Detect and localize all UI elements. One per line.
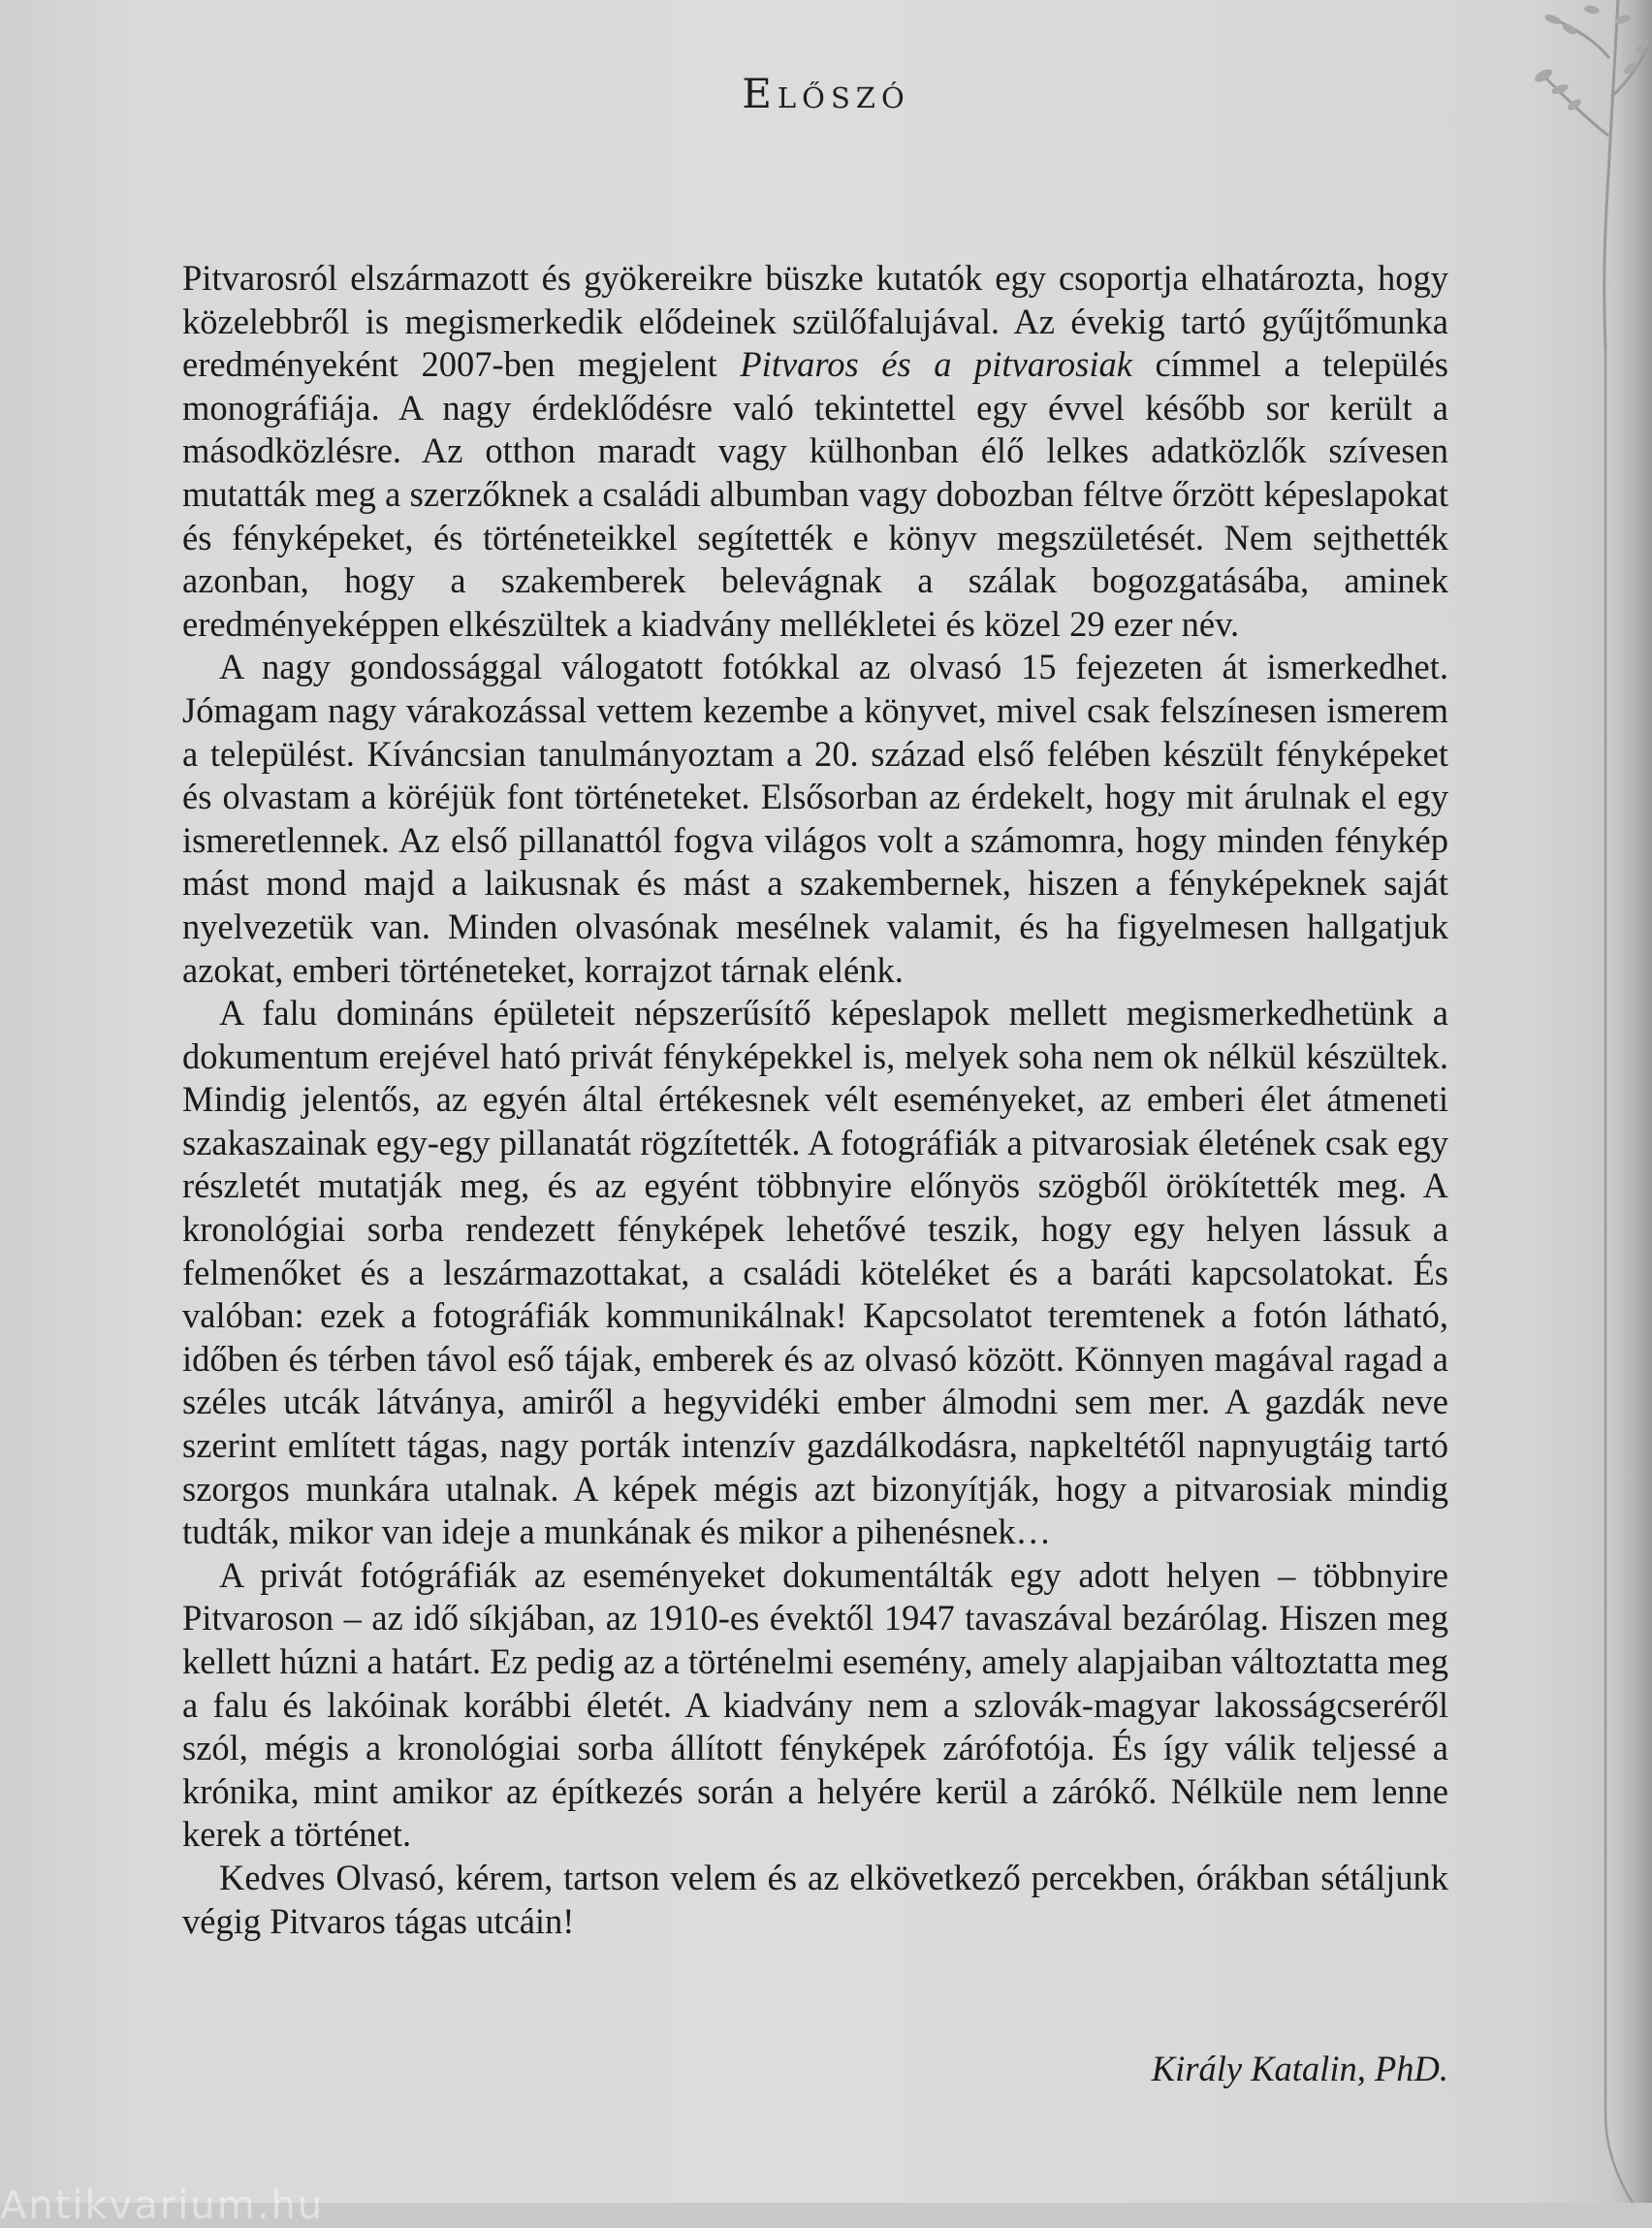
paragraph-5: Kedves Olvasó, kérem, tartson velem és az elkövetkező percekben, órákban sétáljunk végig Pitvaros tágas utcáin! (182, 1857, 1448, 1941)
page-title: Előszó (742, 70, 910, 117)
paragraph-1 (182, 257, 1448, 646)
site-watermark: Antikvarium.hu (0, 2183, 325, 2228)
book-title-italic: Pitvaros és a pitvarosiak (740, 344, 1132, 385)
decorative-vine-ornament (1507, 0, 1652, 2203)
paragraph-2: A nagy gondossággal válogatott fotókkal az olvasó 15 fejezeten át ismerkedhet. Jómagam nagy várakozással vettem kezembe a könyvet, mivel csak felszínesen ismerem a települést. Kíváncsian tanulmányoztam a 20. század első felében készült fényképeket és olvastam a köréjük font történeteket. Elsősorban az érdekelt, hogy mit árulnak el egy ismeretlennek. Az első pillanattól fogva világos volt a számomra, hogy minden fénykép mást mond majd a laikusnak és mást a szakembernek, hiszen a fényképeknek saját nyelvezetük van. Minden olvasónak mesélnek valamit, és ha figyelmesen hallgatjuk azokat, emberi történeteket, korrajzot tárnak elénk. (182, 647, 1448, 990)
paragraph-4: A privát fotógráfiák az eseményeket dokumentálták egy adott helyen – többnyire Pitvaroson – az idő síkjában, az 1910-es évektől 1947 tavaszával bezárólag. Hiszen meg kellett húzni a határt. Ez pedig az a történelmi esemény, amely alapjaiban változtatta meg a falu és lakóinak korábbi életét. A kiadvány nem a szlovák-magyar lakosságcseréről szól, mégis a kronológiai sorba állított fényképek zárófotója. És így válik teljessé a krónika, mint amikor az építkezés során a helyére kerül a zárókő. Nélküle nem lenne kerek a történet. (182, 1554, 1448, 1855)
foreword-body (182, 257, 1448, 1943)
paragraph-1-part-a: Pitvarosról elszármazott és gyökereikre büszke kutatók egy csoportja elhatározta, hogy közelebbről is megismerkedik elődeinek szülőfalujával. Az évekig tartó gyűjtőmunka eredményeként 2007-ben megjelent (182, 258, 1448, 385)
author-signature: Király Katalin, PhD. (1151, 2049, 1448, 2088)
paragraph-1-part-b: címmel a település monográfiája. A nagy érdeklődésre való tekintettel egy évvel később sor került a másodközlésre. Az otthon maradt vagy külhonban élő lelkes adatközlők szívesen mutatták meg a szerzőknek a családi albumban vagy dobozban féltve őrzött képeslapokat és fényképeket, és történeteikkel segítették e könyv megszületését. Nem sejthették azonban, hogy a szakemberek belevágnak a szálak bogozgatásába, aminek eredményeképpen elkészültek a kiadvány mellékletei és közel 29 ezer név. (182, 344, 1448, 644)
paragraph-3: A falu domináns épületeit népszerűsítő képeslapok mellett megismerkedhetünk a dokumentum erejével ható privát fényképekkel is, melyek soha nem ok nélkül készültek. Mindig jelentős, az egyén által értékesnek vélt eseményeket, az emberi élet átmeneti szakaszainak egy-egy pillanatát rögzítették. A fotográfiák a pitvarosiak életének csak egy részletét mutatják meg, és az egyént többnyire előnyös szögből örökítették meg. A kronológiai sorba rendezett fényképek lehetővé teszik, hogy egy helyen lássuk a felmenőket és a leszármazottakat, a családi köteléket és a baráti kapcsolatokat. És valóban: ezek a fotográfiák kommunikálnak! Kapcsolatot teremtenek a fotón látható, időben és térben távol eső tájak, emberek és az olvasó között. Könnyen magával ragad a széles utcák látványa, amiről a hegyvidéki ember álmodni sem mer. A gazdák neve szerint említett tágas, nagy porták intenzív gazdálkodásra, napkeltétől napnyugtáig tartó szorgos munkára utalnak. A képek mégis azt bizonyítják, hogy a pitvarosiak mindig tudták, mikor van ideje a munkának és mikor a pihenésnek… (182, 993, 1448, 1552)
